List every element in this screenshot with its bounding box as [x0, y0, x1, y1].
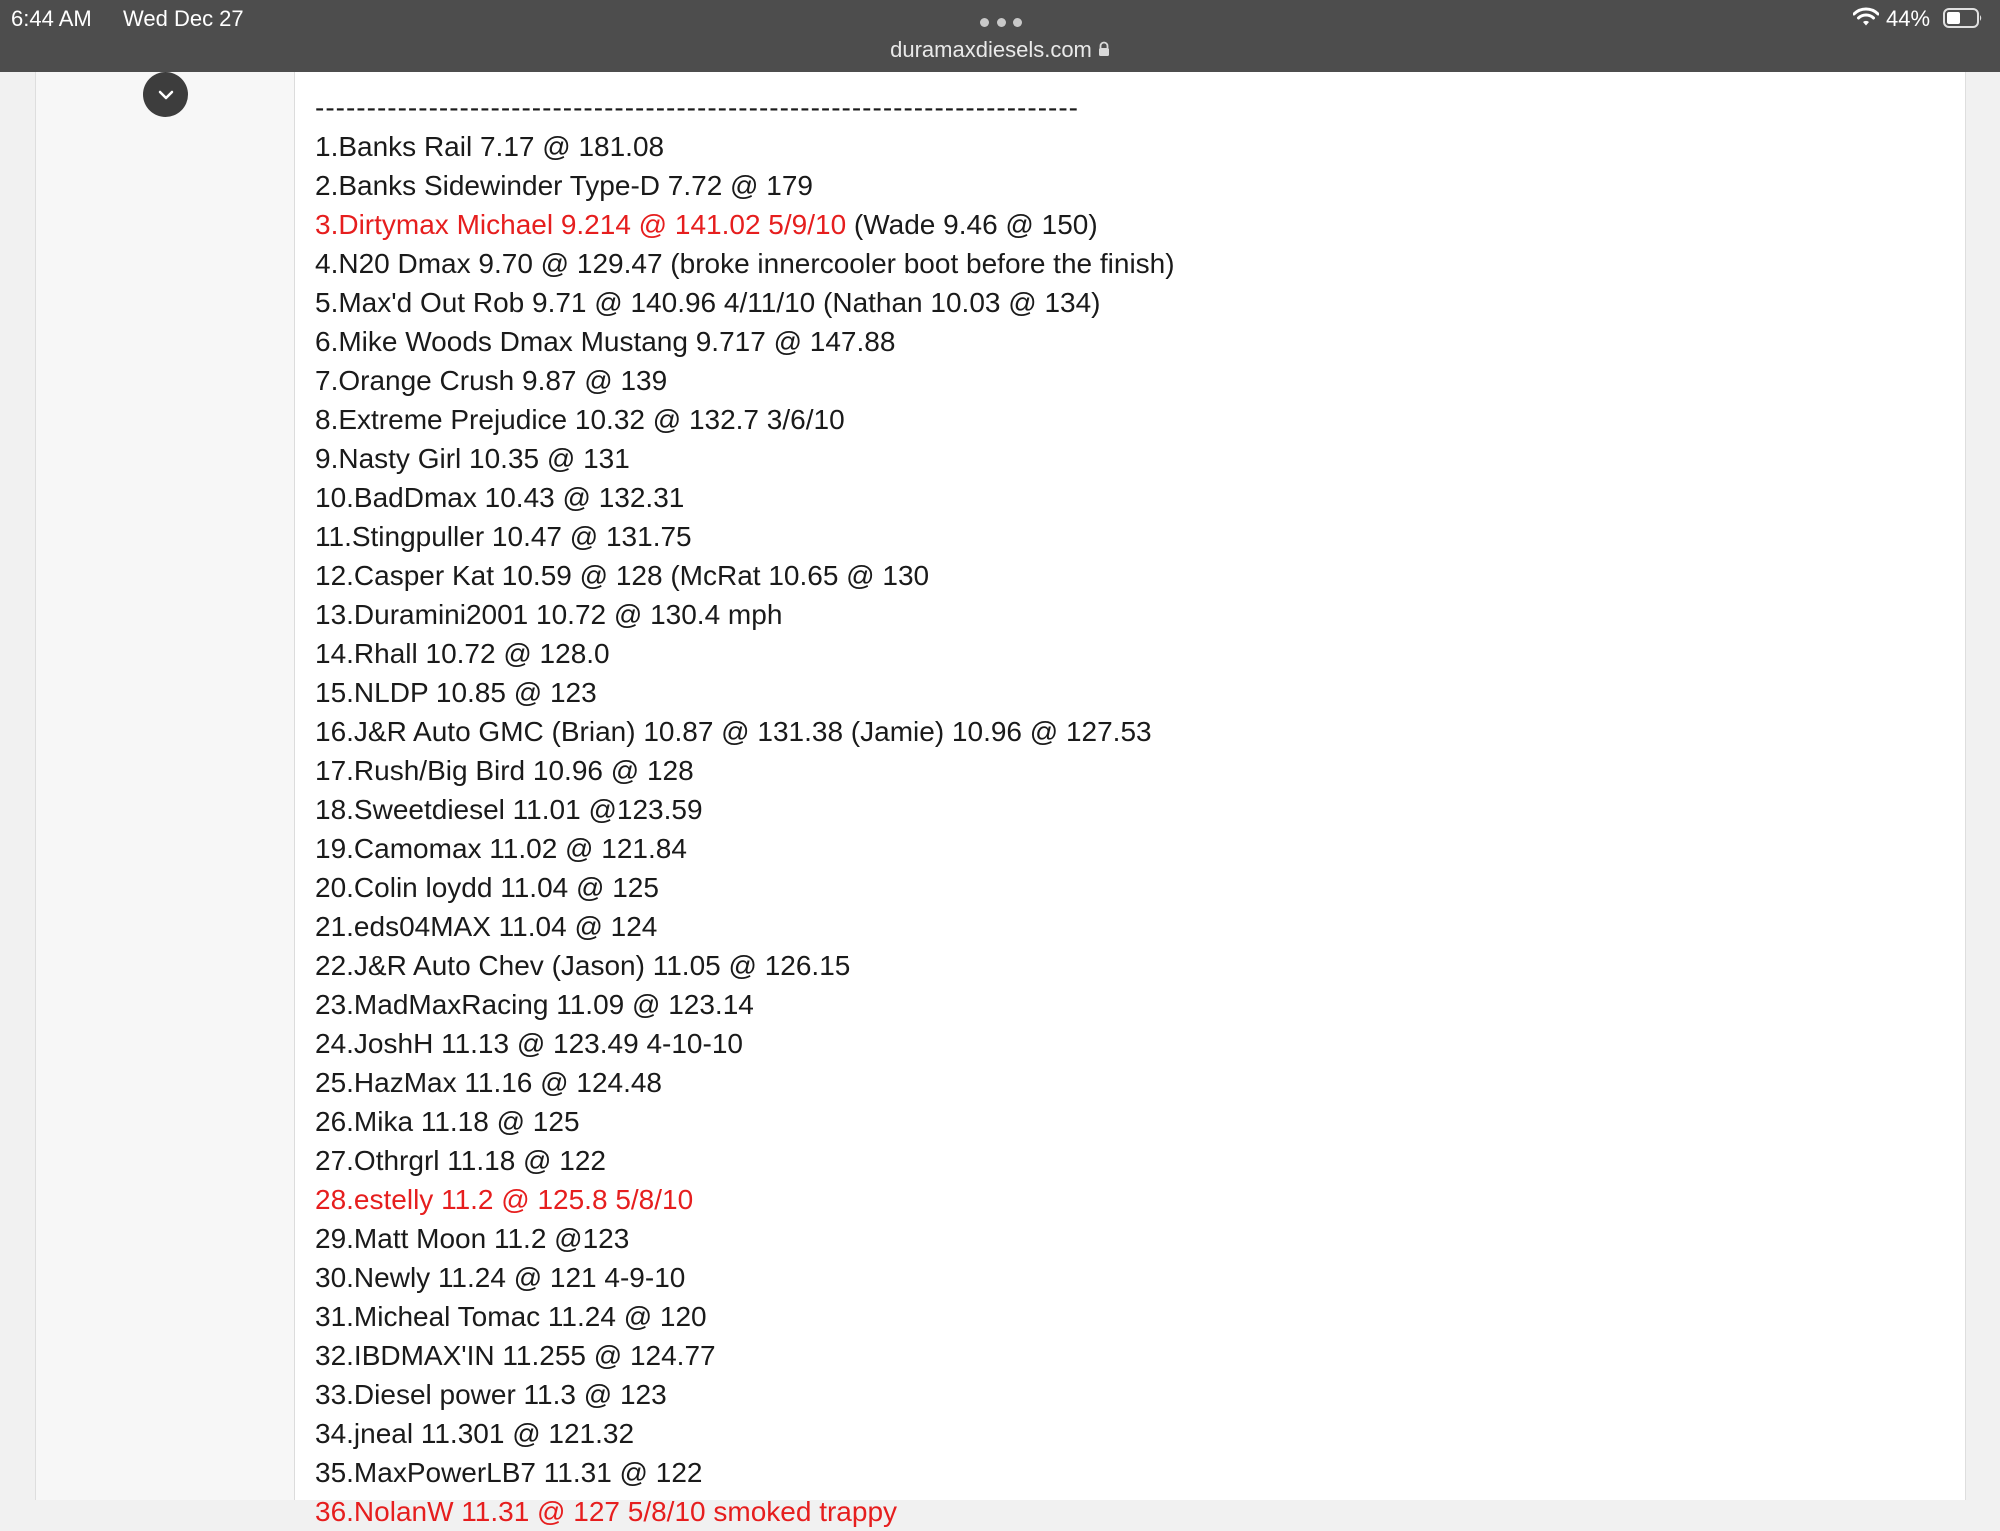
- entry-text: 22.J&R Auto Chev (Jason) 11.05 @ 126.15: [315, 950, 851, 981]
- leaderboard-list: [315, 127, 1915, 1531]
- entry-text: 4.N20 Dmax 9.70 @ 129.47 (broke innercooler boot before the finish): [315, 248, 1175, 279]
- list-item: [315, 1141, 1915, 1180]
- list-item: [315, 595, 1915, 634]
- address-bar[interactable]: [0, 37, 2000, 63]
- list-item: [315, 244, 1915, 283]
- list-item: [315, 400, 1915, 439]
- post-sidebar: [36, 72, 295, 1500]
- entry-text: 9.Nasty Girl 10.35 @ 131: [315, 443, 630, 474]
- chevron-down-icon: [157, 89, 175, 101]
- list-item: [315, 478, 1915, 517]
- list-item: [315, 322, 1915, 361]
- list-item: [315, 439, 1915, 478]
- url-text: duramaxdiesels.com: [890, 37, 1092, 62]
- status-bar: [0, 0, 2000, 72]
- entry-text: 27.Othrgrl 11.18 @ 122: [315, 1145, 606, 1176]
- battery-icon: [1943, 8, 1983, 28]
- list-item: [315, 1219, 1915, 1258]
- list-item: [315, 1024, 1915, 1063]
- list-item: [315, 1297, 1915, 1336]
- entry-text: 12.Casper Kat 10.59 @ 128 (McRat 10.65 @ 130: [315, 560, 930, 591]
- entry-text: 34.jneal 11.301 @ 121.32: [315, 1418, 635, 1449]
- entry-text: 15.NLDP 10.85 @ 123: [315, 677, 597, 708]
- entry-text: 33.Diesel power 11.3 @ 123: [315, 1379, 667, 1410]
- entry-text: 31.Micheal Tomac 11.24 @ 120: [315, 1301, 707, 1332]
- entry-text: 2.Banks Sidewinder Type-D 7.72 @ 179: [315, 170, 813, 201]
- list-item: [315, 634, 1915, 673]
- list-item: [315, 361, 1915, 400]
- entry-text: 7.Orange Crush 9.87 @ 139: [315, 365, 668, 396]
- list-item: [315, 1336, 1915, 1375]
- entry-text: 11.Stingpuller 10.47 @ 131.75: [315, 521, 692, 552]
- list-item: [315, 1375, 1915, 1414]
- status-time: 6:44 AM: [11, 6, 92, 31]
- list-item: [315, 1492, 1915, 1531]
- entry-text: 26.Mika 11.18 @ 125: [315, 1106, 580, 1137]
- list-item: [315, 127, 1915, 166]
- list-item: [315, 946, 1915, 985]
- highlighted-entry: 36.NolanW 11.31 @ 127 5/8/10 smoked trappy: [315, 1496, 898, 1527]
- highlighted-entry: 3.Dirtymax Michael 9.214 @ 141.02 5/9/10: [315, 209, 847, 240]
- more-dots-icon[interactable]: [980, 18, 1022, 28]
- entry-text: 14.Rhall 10.72 @ 128.0: [315, 638, 610, 669]
- list-item: [315, 673, 1915, 712]
- entry-text: 6.Mike Woods Dmax Mustang 9.717 @ 147.88: [315, 326, 896, 357]
- list-item: [315, 751, 1915, 790]
- entry-text: 25.HazMax 11.16 @ 124.48: [315, 1067, 663, 1098]
- entry-text: 5.Max'd Out Rob 9.71 @ 140.96 4/11/10 (Nathan 10.03 @ 134): [315, 287, 1101, 318]
- list-item: [315, 1102, 1915, 1141]
- entry-text: 1.Banks Rail 7.17 @ 181.08: [315, 131, 665, 162]
- entry-text: 8.Extreme Prejudice 10.32 @ 132.7 3/6/10: [315, 404, 845, 435]
- list-item: [315, 829, 1915, 868]
- entry-text: 35.MaxPowerLB7 11.31 @ 122: [315, 1457, 703, 1488]
- entry-text: 20.Colin loydd 11.04 @ 125: [315, 872, 659, 903]
- list-item: [315, 556, 1915, 595]
- entry-text: 29.Matt Moon 11.2 @123: [315, 1223, 630, 1254]
- entry-text: 17.Rush/Big Bird 10.96 @ 128: [315, 755, 694, 786]
- list-item: [315, 1414, 1915, 1453]
- list-item: [315, 166, 1915, 205]
- entry-text: 30.Newly 11.24 @ 121 4-9-10: [315, 1262, 686, 1293]
- status-date: Wed Dec 27: [123, 6, 244, 31]
- list-item: [315, 790, 1915, 829]
- entry-text: 32.IBDMAX'IN 11.255 @ 124.77: [315, 1340, 716, 1371]
- entry-text: 10.BadDmax 10.43 @ 132.31: [315, 482, 685, 513]
- wifi-icon: [1853, 7, 1879, 27]
- entry-text: 24.JoshH 11.13 @ 123.49 4-10-10: [315, 1028, 743, 1059]
- entry-text: 23.MadMaxRacing 11.09 @ 123.14: [315, 989, 754, 1020]
- entry-text: 21.eds04MAX 11.04 @ 124: [315, 911, 658, 942]
- list-item: [315, 1258, 1915, 1297]
- list-item: [315, 985, 1915, 1024]
- lock-icon: [1098, 41, 1110, 57]
- list-item: [315, 868, 1915, 907]
- list-item: [315, 712, 1915, 751]
- highlighted-entry: 28.estelly 11.2 @ 125.8 5/8/10: [315, 1184, 694, 1215]
- post-body: [315, 88, 1915, 1531]
- entry-text: 16.J&R Auto GMC (Brian) 10.87 @ 131.38 (Jamie) 10.96 @ 127.53: [315, 716, 1152, 747]
- list-item: [315, 1063, 1915, 1102]
- entry-text: 19.Camomax 11.02 @ 121.84: [315, 833, 687, 864]
- list-item: [315, 1453, 1915, 1492]
- list-item: [315, 205, 1915, 244]
- battery-percent: 44%: [1886, 6, 1931, 31]
- entry-text: (Wade 9.46 @ 150): [846, 209, 1098, 240]
- list-item: [315, 1180, 1915, 1219]
- list-item: [315, 283, 1915, 322]
- entry-text: 18.Sweetdiesel 11.01 @123.59: [315, 794, 703, 825]
- divider: --------------------------------------------------------------------------: [315, 92, 1079, 123]
- list-item: [315, 907, 1915, 946]
- entry-text: 13.Duramini2001 10.72 @ 130.4 mph: [315, 599, 783, 630]
- page: [0, 72, 2000, 1527]
- list-item: [315, 517, 1915, 556]
- collapse-button[interactable]: [143, 72, 188, 117]
